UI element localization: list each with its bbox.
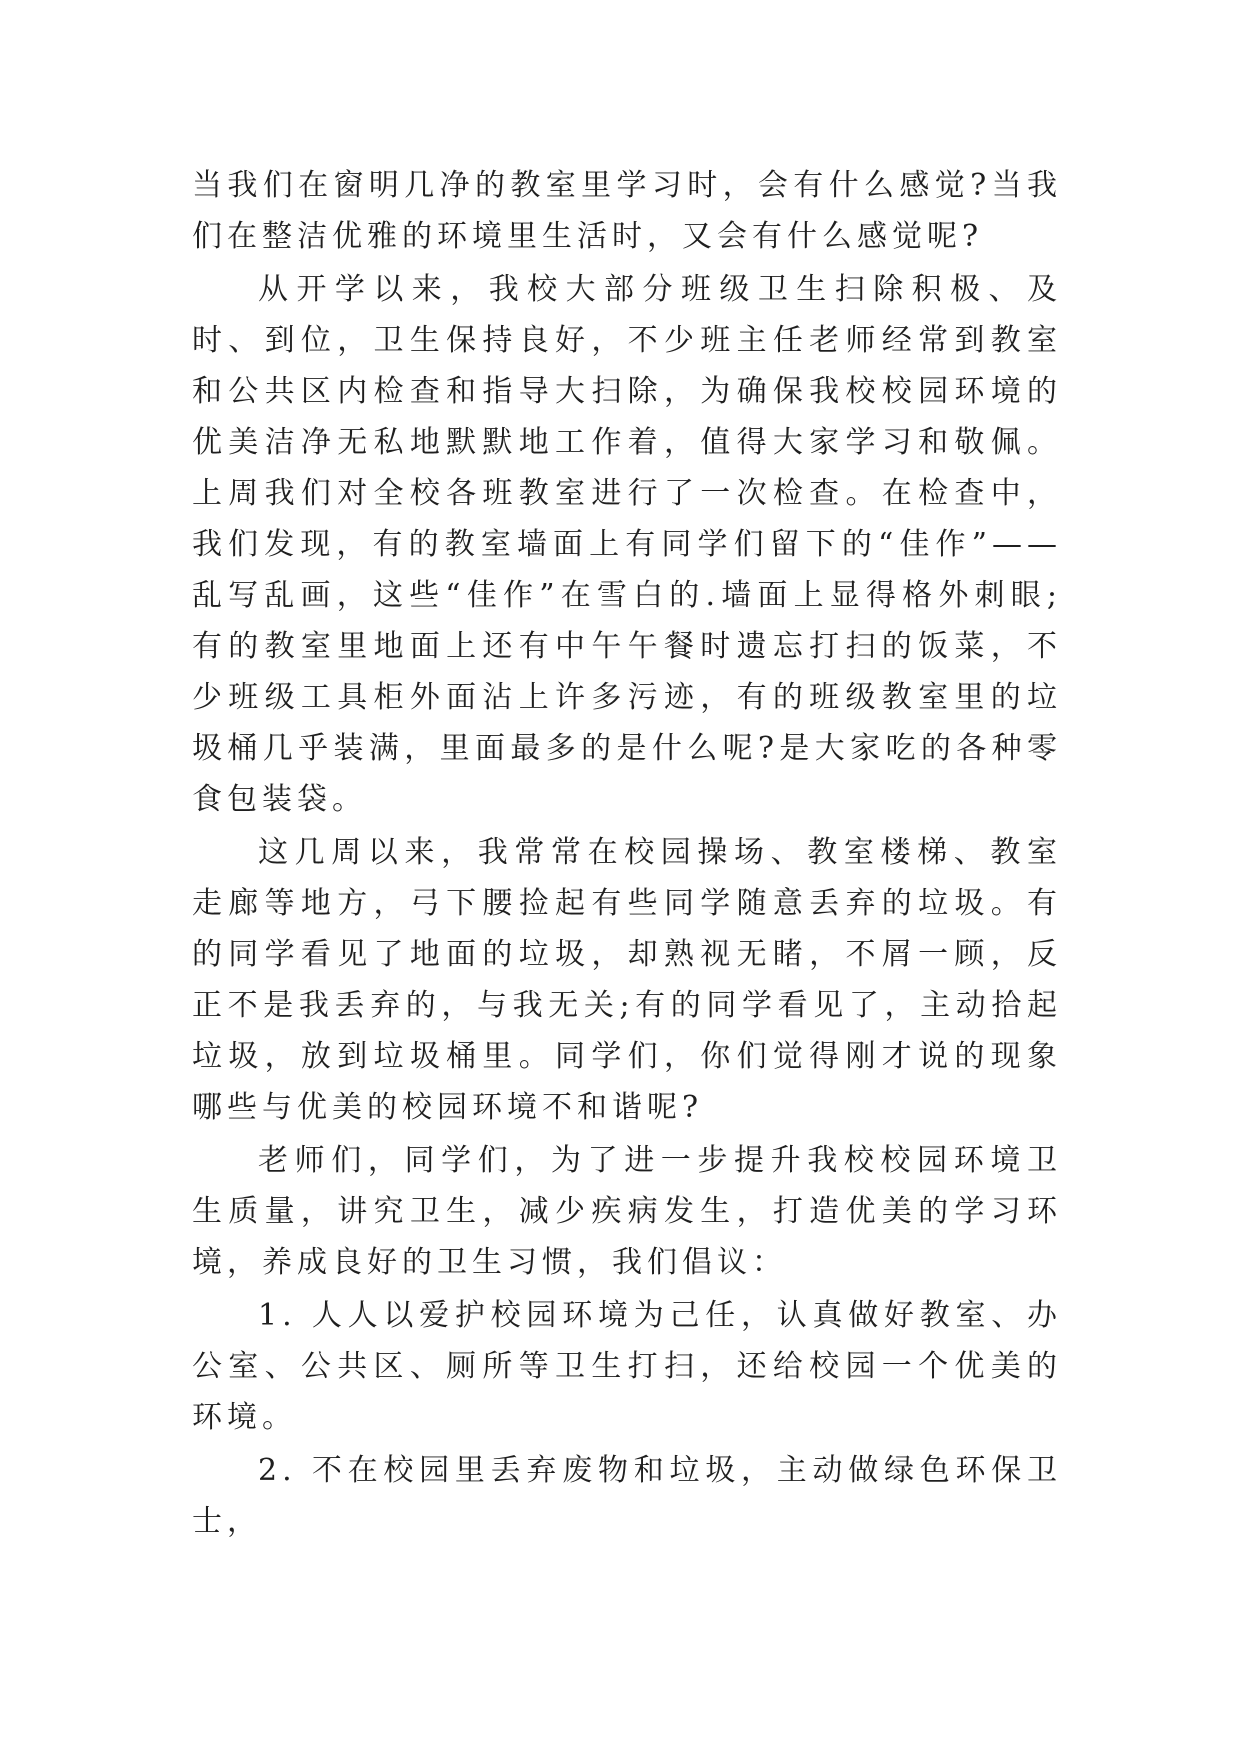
paragraph-proposal: 老师们，同学们，为了进一步提升我校校园环境卫生质量，讲究卫生，减少疾病发生，打造优美的学习环境，养成良好的卫生习惯，我们倡议： bbox=[192, 1143, 1062, 1280]
paragraph-intro: 当我们在窗明几净的教室里学习时，会有什么感觉?当我们在整洁优雅的环境里生活时，又会有什么感觉呢? bbox=[192, 168, 1062, 254]
document-body bbox=[192, 160, 1062, 1549]
proposal-item-1: 1. 人人以爱护校园环境为己任，认真做好教室、办公室、公共区、厕所等卫生打扫，还给校园一个优美的环境。 bbox=[192, 1298, 1062, 1435]
proposal-item-2: 2. 不在校园里丢弃废物和垃圾，主动做绿色环保卫士， bbox=[192, 1453, 1062, 1539]
paragraph-inspection: 从开学以来，我校大部分班级卫生扫除积极、及时、到位，卫生保持良好，不少班主任老师经常到教室和公共区内检查和指导大扫除，为确保我校校园环境的优美洁净无私地默默地工作着，值得大家学习和敬佩。上周我们对全校各班教室进行了一次检查。在检查中，我们发现，有的教室墙面上有同学们留下的“佳作”——乱写乱画，这些“佳作”在雪白的.墙面上显得格外刺眼;有的教室里地面上还有中午午餐时遗忘打扫的饭菜，不少班级工具柜外面沾上许多污迹，有的班级教室里的垃圾桶几乎装满，里面最多的是什么呢?是大家吃的各种零食包装袋。 bbox=[192, 272, 1062, 817]
paragraph-observation: 这几周以来，我常常在校园操场、教室楼梯、教室走廊等地方，弓下腰捡起有些同学随意丢弃的垃圾。有的同学看见了地面的垃圾，却熟视无睹，不屑一顾，反正不是我丢弃的，与我无关;有的同学看见了，主动拾起垃圾，放到垃圾桶里。同学们，你们觉得刚才说的现象哪些与优美的校园环境不和谐呢? bbox=[192, 835, 1062, 1125]
